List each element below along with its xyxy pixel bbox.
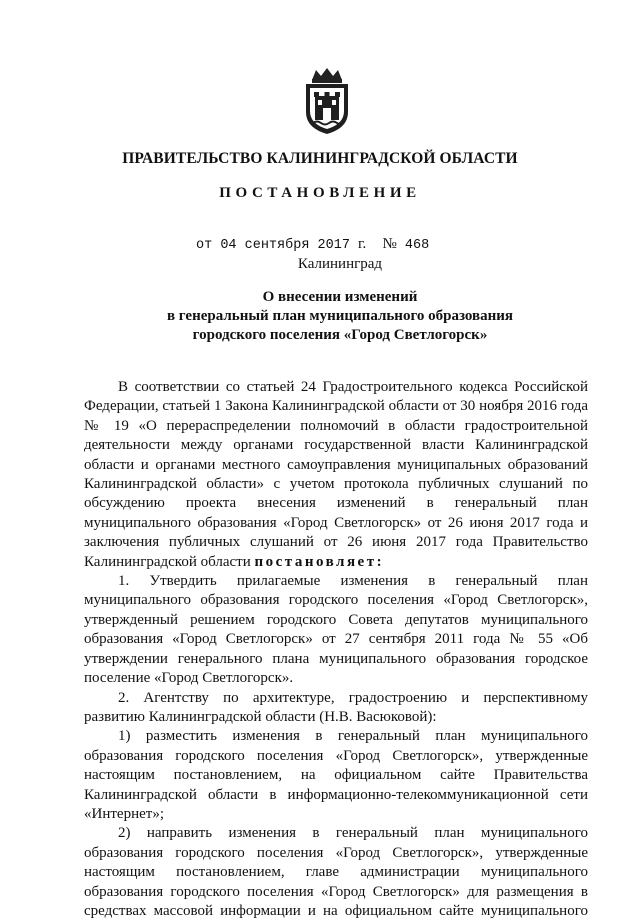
organization-title: ПРАВИТЕЛЬСТВО КАЛИНИНГРАДСКОЙ ОБЛАСТИ xyxy=(122,150,518,167)
date-value: 04 сентября 2017 xyxy=(220,238,350,253)
item-1: 1. Утвердить прилагаемые изменения в генеральный план муниципального образования городского поселения «Город Светлогорск», утвержденный решением городского Совета депутатов муниципального образования «Город Светлогорск» от 27 сентября 2011 года № 55 «Об утверждении генерального плана муниципального образования городское поселение «Город Светлогорск». xyxy=(84,573,588,687)
preamble-paragraph xyxy=(84,378,588,572)
subject-line: городского поселения «Город Светлогорск» xyxy=(192,327,488,343)
date-number-line xyxy=(196,236,429,253)
number-sign: № xyxy=(382,236,397,252)
subject-line: О внесении изменений xyxy=(262,289,418,305)
date-suffix: г. xyxy=(358,236,367,252)
city: Калининград xyxy=(297,256,383,272)
date-prefix: от xyxy=(196,238,213,253)
coat-of-arms-icon xyxy=(300,66,354,136)
document-subject xyxy=(0,288,640,345)
preamble-text: В соответствии со статьей 24 Градостроительного кодекса Российской Федерации, статьей 1 Закона Калининградской области от 30 ноября 2016 года № 19 «О перераспределении полномочий в области градостроительной деятельности между органами государственной власти Калининградской области и органами местного самоуправления муниципальных образований Калининградской области» с учетом протокола публичных слушаний по обсуждению проекта внесения изменений в генеральный план муниципального образования «Город Светлогорск» от 26 июня 2017 года и заключения публичных слушаний от 26 июня 2017 года Правительство Калининградской области xyxy=(84,379,588,570)
decree-word: постановляет: xyxy=(254,553,385,570)
document-type: ПОСТАНОВЛЕНИЕ xyxy=(219,185,421,201)
item-2-2: 2) направить изменения в генеральный план муниципального образования городского поселения «Город Светлогорск», утвержденные настоящим постановлением, главе администрации муниципального образования городского поселения «Город Светлогорск» для размещения в средствах массовой информации и на официальном сайте муниципального xyxy=(84,825,588,919)
subject-line: в генеральный план муниципального образования xyxy=(166,308,514,324)
item-2-1: 1) разместить изменения в генеральный план муниципального образования городского поселения «Город Светлогорск», утвержденные настоящим постановлением, на официальном сайте Правительства Калининградской области в информационно-телекоммуникационной сети «Интернет»; xyxy=(84,728,588,822)
document-body xyxy=(84,378,588,921)
document-number: 468 xyxy=(404,238,430,253)
item-2: 2. Агентству по архитектуре, градостроению и перспективному развитию Калининградской области (Н.В. Васюковой): xyxy=(84,689,588,725)
